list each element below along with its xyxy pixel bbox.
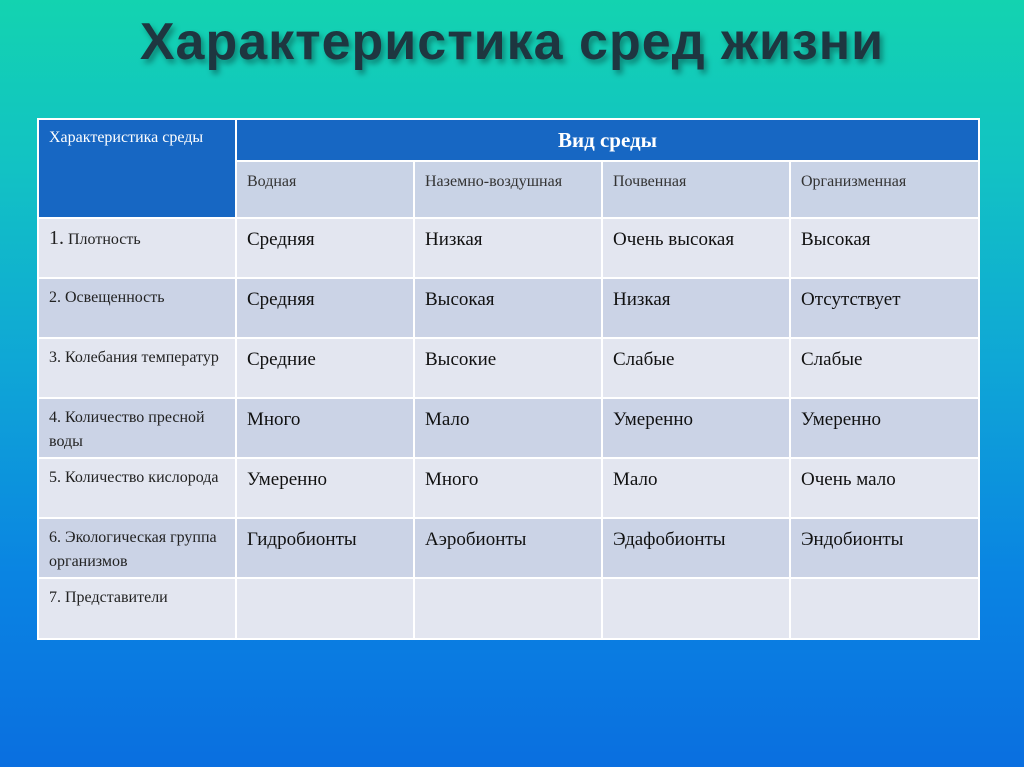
group-header: Вид среды — [236, 119, 979, 161]
table-cell: Мало — [414, 398, 602, 458]
row-label: 6. Экологическая группа организмов — [38, 518, 236, 578]
table-cell: Средняя — [236, 278, 414, 338]
table-cell: Гидробионты — [236, 518, 414, 578]
table-cell — [790, 578, 979, 639]
table-cell: Очень высокая — [602, 218, 790, 278]
table-cell: Много — [236, 398, 414, 458]
table-row — [38, 578, 979, 639]
column-header-organism: Организменная — [790, 161, 979, 218]
table-cell: Высокая — [790, 218, 979, 278]
row-label: 2. Освещенность — [38, 278, 236, 338]
table-cell: Эндобионты — [790, 518, 979, 578]
table-row — [38, 218, 979, 278]
table-cell — [414, 578, 602, 639]
table-row — [38, 458, 979, 518]
row-label: 5. Количество кислорода — [38, 458, 236, 518]
table-cell: Средние — [236, 338, 414, 398]
table-header-row — [38, 119, 979, 161]
table-cell: Эдафобионты — [602, 518, 790, 578]
table-cell: Низкая — [414, 218, 602, 278]
table-cell — [236, 578, 414, 639]
table-row — [38, 398, 979, 458]
table-cell: Слабые — [602, 338, 790, 398]
table-cell: Отсутствует — [790, 278, 979, 338]
environment-table — [37, 118, 980, 640]
row-label: 7. Представители — [38, 578, 236, 639]
table-cell: Мало — [602, 458, 790, 518]
corner-header: Характеристика среды — [38, 119, 236, 218]
table-row — [38, 338, 979, 398]
row-label: 3. Колебания температур — [38, 338, 236, 398]
column-header-soil: Почвенная — [602, 161, 790, 218]
table-cell: Очень мало — [790, 458, 979, 518]
table-cell: Умеренно — [602, 398, 790, 458]
row-label: 1. Плотность — [38, 218, 236, 278]
slide-title: Характеристика сред жизни — [139, 13, 885, 71]
table-cell: Средняя — [236, 218, 414, 278]
row-label: 4. Количество пресной воды — [38, 398, 236, 458]
table-cell — [602, 578, 790, 639]
column-header-ground-air: Наземно-воздушная — [414, 161, 602, 218]
column-header-water: Водная — [236, 161, 414, 218]
table-cell: Слабые — [790, 338, 979, 398]
table-row — [38, 278, 979, 338]
table-cell: Умеренно — [790, 398, 979, 458]
table-cell: Умеренно — [236, 458, 414, 518]
table-cell: Низкая — [602, 278, 790, 338]
table-row — [38, 518, 979, 578]
table-cell: Высокая — [414, 278, 602, 338]
table-cell: Высокие — [414, 338, 602, 398]
table-cell: Много — [414, 458, 602, 518]
table-cell: Аэробионты — [414, 518, 602, 578]
